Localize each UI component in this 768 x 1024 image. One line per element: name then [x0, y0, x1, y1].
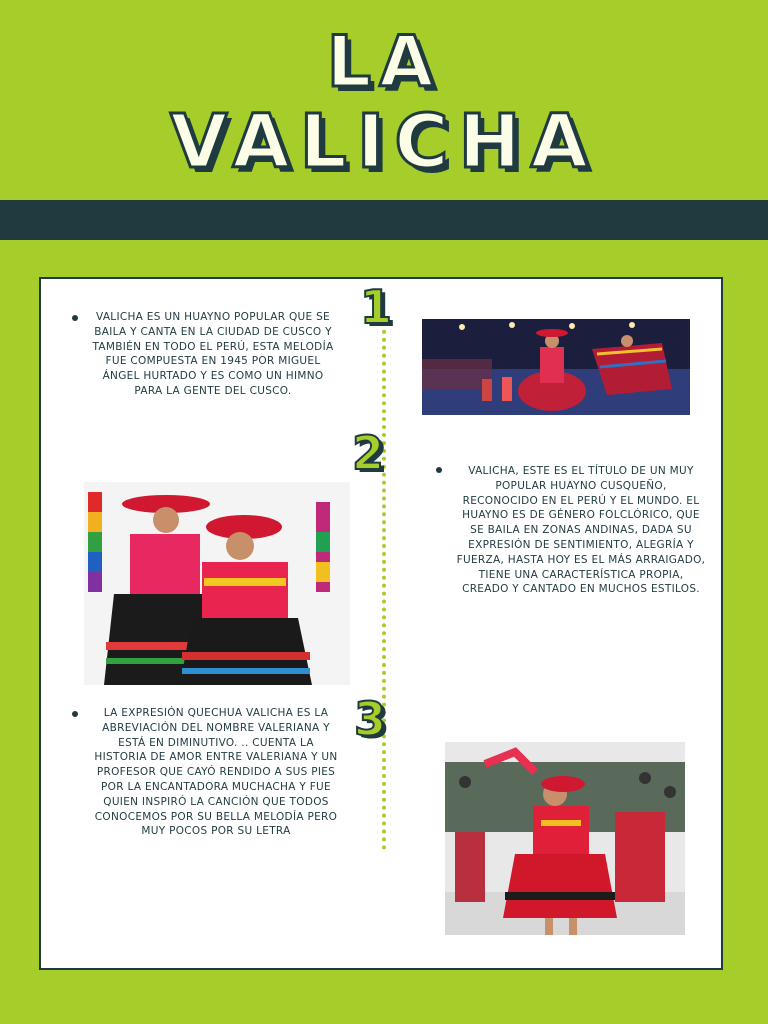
- section-number-3: 3: [354, 692, 387, 746]
- title-line-2: VALICHA: [170, 99, 598, 185]
- dotted-divider: [382, 322, 386, 850]
- two-dancers-photo: [84, 482, 350, 685]
- parade-dancer-photo: [445, 742, 685, 935]
- section-number-2: 2: [352, 426, 385, 480]
- section-text-1: VALICHA ES UN HUAYNO POPULAR QUE SE BAILA Y CANTA EN LA CIUDAD DE CUSCO Y TAMBIÉN EN TODO EL PERÚ, ESTA MELODÍA FUE COMPUESTA EN 1945 POR MIGUEL ÁNGEL HURTADO Y ES COMO UN HIMNO PARA LA GENTE DEL CUSCO.: [92, 311, 334, 397]
- title-line-1: LA: [326, 21, 442, 103]
- section-text-2: VALICHA, ESTE ES EL TÍTULO DE UN MUY POPULAR HUAYNO CUSQUEÑO, RECONOCIDO EN EL PERÚ Y EL MUNDO. EL HUAYNO ES DE GÉNERO FOLCLÓRICO, QUE SE BAILA EN ZONAS ANDINAS, DADA SU EXPRESIÓN DE SENTIMIENTO, ALEGRÍA Y FUERZA, HASTA HOY ES EL MÁS ARRAIGADO, TIENE UNA CARACTERÍSTICA PROPIA, CREADO Y CANTADO EN MUCHOS ESTILOS.: [456, 465, 706, 596]
- bullet-icon: [72, 711, 78, 717]
- section-text-3: LA EXPRESIÓN QUECHUA VALICHA ES LA ABREVIACIÓN DEL NOMBRE VALERIANA Y ESTÁ EN DIMINUTIVO. .. CUENTA LA HISTORIA DE AMOR ENTRE VALERIANA Y UN PROFESOR QUE CAYÓ RENDIDO A SUS PIES POR LA ENCANTADORA MUCHACHA Y FUE QUIEN INSPIRÓ LA CANCIÓN QUE TODOS CONOCEMOS POR SU BELLA MELODÍA PERO MUY POCOS POR SU LETRA: [94, 707, 338, 838]
- bullet-icon: [436, 467, 442, 473]
- header-band: [0, 200, 768, 240]
- section-number-1: 1: [360, 280, 393, 334]
- bullet-icon: [72, 315, 78, 321]
- stage-dancers-photo: [422, 319, 690, 415]
